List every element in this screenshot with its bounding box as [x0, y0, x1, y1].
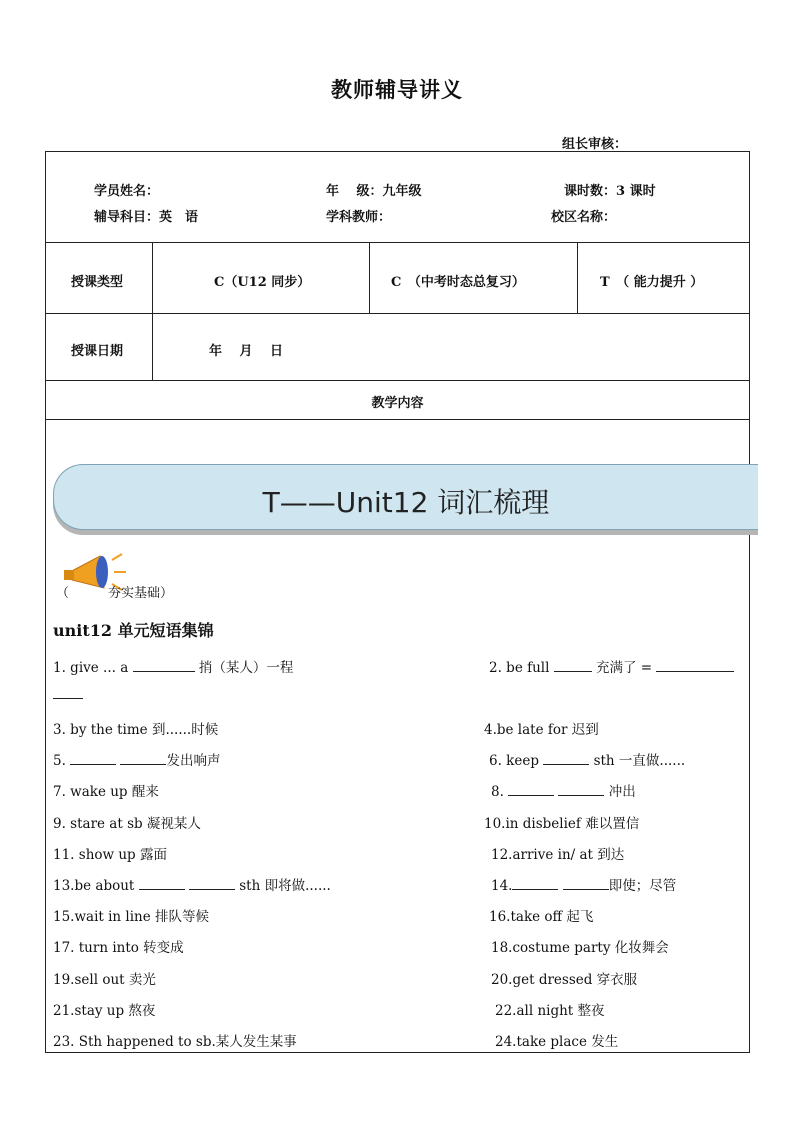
phrase-item: 23. Sth happened to sb.某人发生某事: [53, 1034, 297, 1050]
lesson-type-label: 授课类型: [71, 275, 124, 290]
row-divider: [46, 419, 749, 420]
phrase-item: 11. show up 露面: [53, 847, 167, 863]
phrase-item: 15.wait in line 排队等候: [53, 909, 210, 925]
phrase-item: 2. be full 充满了 =: [489, 656, 734, 676]
phrase-item: 20.get dressed 穿衣服: [491, 972, 638, 988]
phrase-item: 14. 即使；尽管: [491, 878, 677, 894]
campus-field: 校区名称：: [551, 210, 617, 225]
document-title: 教师辅导讲义: [331, 77, 463, 102]
subject-field: 辅导科目：英 语: [94, 210, 199, 225]
phrase-item: 12.arrive in/ at 到达: [491, 847, 625, 863]
phrase-item-continuation: [53, 686, 83, 703]
phrase-item: 7. wake up 醒来: [53, 784, 159, 800]
phrase-item: 4.be late for 迟到: [484, 722, 599, 738]
lesson-type-c1: C（U12 同步）: [214, 275, 311, 290]
reviewer-label: 组长审核：: [562, 137, 628, 152]
phrase-item: 6. keep sth 一直做......: [489, 753, 686, 769]
column-divider: [577, 242, 578, 313]
phrase-item: 10.in disbelief 难以置信: [484, 816, 640, 832]
lesson-type-t: T （ 能力提升 ）: [600, 275, 704, 290]
teacher-field: 学科教师：: [326, 210, 392, 225]
foundation-label: （ 夯实基础）: [56, 586, 174, 601]
phrase-item: 8. 冲出: [491, 784, 636, 800]
section-title: unit12 单元短语集锦: [53, 621, 214, 640]
phrase-item: 17. turn into 转变成: [53, 940, 184, 956]
phrase-item: 9. stare at sb 凝视某人: [53, 816, 201, 832]
phrase-item: 5. 发出响声: [53, 753, 221, 769]
phrase-item: 19.sell out 卖光: [53, 972, 156, 988]
phrase-item: 21.stay up 熬夜: [53, 1003, 156, 1019]
phrase-item: 16.take off 起飞: [489, 909, 594, 925]
lesson-date-label: 授课日期: [71, 344, 124, 359]
phrase-item: 13.be about sth 即将做......: [53, 878, 331, 894]
column-divider: [369, 242, 370, 313]
banner-title: T——Unit12 词汇梳理: [262, 486, 550, 519]
phrase-item: 24.take place 发生: [495, 1034, 619, 1050]
hours-field: 课时数：3 课时: [564, 184, 656, 199]
column-divider: [152, 242, 153, 380]
student-name-field: 学员姓名：: [94, 184, 160, 199]
phrase-item: 1. give ... a 捎（某人）一程: [53, 660, 294, 676]
lesson-date-value: 年 月 日: [209, 344, 284, 359]
section-banner: [53, 464, 758, 530]
phrase-item: 18.costume party 化妆舞会: [491, 940, 669, 956]
teaching-content-label: 教学内容: [371, 396, 424, 411]
lesson-type-c2: C （中考时态总复习）: [391, 275, 525, 290]
lesson-table: [45, 151, 750, 1053]
grade-field: 年 级：九年级: [326, 184, 422, 199]
phrase-item: 3. by the time 到......时候: [53, 722, 219, 738]
row-divider: [46, 380, 749, 381]
phrase-item: 22.all night 整夜: [495, 1003, 605, 1019]
